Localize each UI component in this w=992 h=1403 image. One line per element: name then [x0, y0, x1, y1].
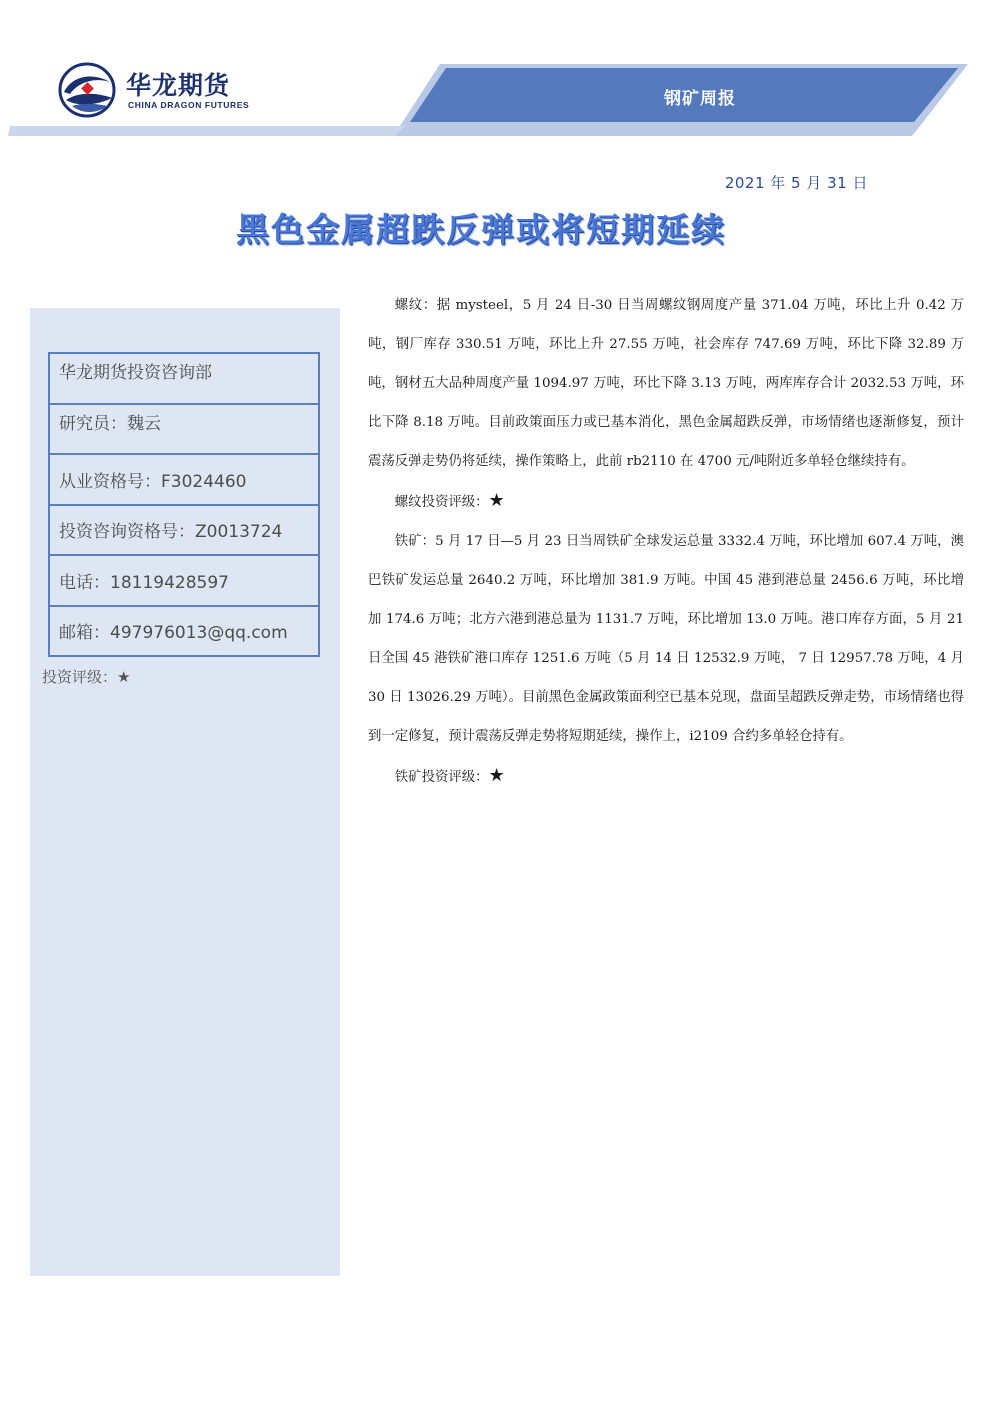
iron-ore-rating-label: 铁矿投资评级： [394, 770, 489, 785]
star-icon: ★ [117, 668, 131, 686]
phone-row: 电话：18119428597 [50, 556, 318, 607]
brand-name-cn: 华龙期货 [126, 71, 231, 100]
sidebar-rating-label: 投资评级： [42, 668, 118, 686]
iron-ore-rating [368, 756, 964, 797]
brand-name-en: CHINA DRAGON FUTURES [128, 100, 250, 110]
star-icon: ★ [488, 490, 505, 511]
rebar-rating-label: 螺纹投资评级： [394, 495, 489, 510]
header-banner [0, 60, 992, 140]
star-icon: ★ [488, 765, 505, 786]
page-title: 黑色金属超跌反弹或将短期延续 [236, 210, 726, 249]
iron-ore-paragraph: 铁矿：5 月 17 日—5 月 23 日当周铁矿全球发运总量 3332.4 万吨，环比增加 607.4 万吨，澳巴铁矿发运总量 2640.2 万吨，环比增加 381.9 万吨。中国 45 港到港总量 2456.6 万吨，环比增加 174.6 万吨；北方六港到港总量为 1131.7 万吨，环比增加 13.0 万吨。港口库存方面，5 月 21 日全国 45 港铁矿港口库存 1251.6 万吨（5 月 14 日 12532.9 万吨， 7 日 12957.78 万吨，4 月 30 日 13026.29 万吨）。目前黑色金属政策面利空已基本兑现，盘面呈超跌反弹走势，市场情绪也得到一定修复，预计震荡反弹走势将短期延续，操作上，i2109 合约多单轻仓持有。 [368, 534, 964, 744]
rebar-paragraph: 螺纹：据 mysteel，5 月 24 日-30 日当周螺纹钢周度产量 371.04 万吨，环比上升 0.42 万吨，钢厂库存 330.51 万吨，环比上升 27.55 万吨，社会库存 747.69 万吨，环比下降 32.89 万吨，钢材五大品种周度产量 1094.97 万吨，环比下降 3.13 万吨，两库库存合计 2032.53 万吨，环比下降 8.18 万吨。目前政策面压力或已基本消化，黑色金属超跌反弹，市场情绪也逐渐修复，预计震荡反弹走势仍将延续，操作策略上，此前 rb2110 在 4700 元/吨附近多单轻仓继续持有。 [368, 298, 964, 469]
report-body [368, 286, 964, 797]
department-row: 华龙期货投资咨询部 [50, 354, 318, 405]
sidebar-panel [30, 308, 340, 1276]
rebar-rating [368, 481, 964, 522]
researcher-row: 研究员：魏云 [50, 405, 318, 456]
report-type-label: 钢矿周报 [664, 89, 736, 109]
consulting-qualification-row: 投资咨询资格号：Z0013724 [50, 506, 318, 557]
sidebar-rating [42, 666, 130, 687]
email-row: 邮箱：497976013@qq.com [50, 607, 318, 658]
report-date: 2021 年 5 月 31 日 [724, 174, 868, 192]
qualification-row: 从业资格号：F3024460 [50, 455, 318, 506]
analyst-info-table [48, 352, 320, 657]
